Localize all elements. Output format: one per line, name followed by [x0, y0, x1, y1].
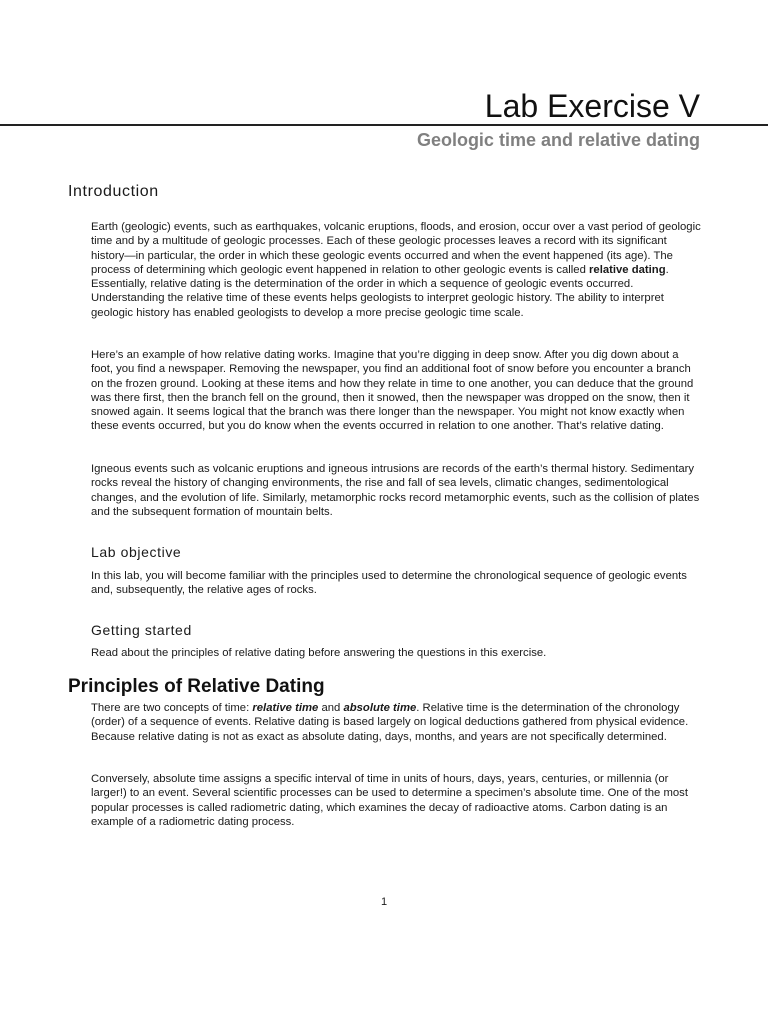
bold-term: relative dating	[589, 263, 666, 276]
principles-paragraph-1	[91, 701, 703, 744]
principles-paragraph-2: Conversely, absolute time assigns a specific interval of time in units of hours, days, years, centuries, or millennia (or larger!) to an event. Several scientific processes can be used to determine a specimen’s absolute time. One of the most popular processes is called radiometric dating, which examines the decay of radioactive atoms. Carbon dating is an example of a radiometric dating process.	[91, 773, 688, 828]
text-segment: and	[318, 702, 344, 714]
lab-objective-heading: Lab objective	[91, 544, 182, 560]
bold-italic-term: relative time	[252, 702, 319, 714]
lab-objective-text: In this lab, you will become familiar with the principles used to determine the chronological sequence of geologic events and, subsequently, the relative ages of rocks.	[91, 570, 687, 597]
getting-started-heading: Getting started	[91, 622, 192, 638]
text-segment: . Essentially, relative dating is the determination of the order in which a sequence of geologic events occurred. Understanding the relative time of these events helps geologists to interpret geologic history. The ability to interpret geologic history has enabled geologists to develop a more precise geologic time scale.	[91, 263, 669, 319]
introduction-heading: Introduction	[68, 183, 159, 200]
page-subtitle: Geologic time and relative dating	[416, 130, 700, 150]
introduction-paragraph-3: Igneous events such as volcanic eruptions and igneous intrusions are records of the earth’s thermal history. Sedimentary rocks reveal the history of changing environments, the rise and fall of sea levels, climatic changes, sedimentological changes, and the evolution of life. Similarly, metamorphic rocks record metamorphic events, such as the collision of plates and the subsequent formation of mountain belts.	[91, 463, 700, 518]
introduction-paragraph-2: Here’s an example of how relative dating works. Imagine that you’re digging in deep snow. After you dig down about a foot, you find a newspaper. Removing the newspaper, you find an additional foot of snow before you encounter a branch on the frozen ground. Looking at these items and how they relate in time to one another, you can deduce that the ground was there first, then the branch fell on the ground, then it snowed, then the newspaper was dropped on the snow, then it snowed again. It seems logical that the branch was there longer than the newspaper. You might not know exactly when these events occurred, but you do know when the events occurred in relation to one another. That’s relative dating.	[91, 349, 694, 433]
principles-heading: Principles of Relative Dating	[68, 676, 325, 697]
page-title: Lab Exercise V	[484, 88, 700, 124]
title-divider	[0, 124, 768, 126]
text-segment: Earth (geologic) events, such as earthquakes, volcanic eruptions, floods, and erosion, occur over a vast period of geologic time and by a multitude of geologic processes. Each of these geologic processes leaves a record with its significant history—in particular, the order in which these geologic events occurred and when the event happened (its age). The process of determining which geologic event happened in relation to other geologic events is called	[91, 221, 701, 276]
text-segment: There are two concepts of time:	[91, 702, 253, 714]
page-number: 1	[380, 896, 388, 908]
bold-italic-term: absolute time	[343, 702, 417, 714]
getting-started-text: Read about the principles of relative dating before answering the questions in this exercise.	[91, 647, 547, 659]
introduction-paragraph-1	[91, 220, 703, 320]
text-segment: . Relative time is the determination of the chronology (order) of a sequence of events. Relative dating is based largely on logical deductions gathered from physical evidence. Because relative dating is not as exact as absolute dating, days, months, and years are not specifically determined.	[91, 702, 689, 743]
